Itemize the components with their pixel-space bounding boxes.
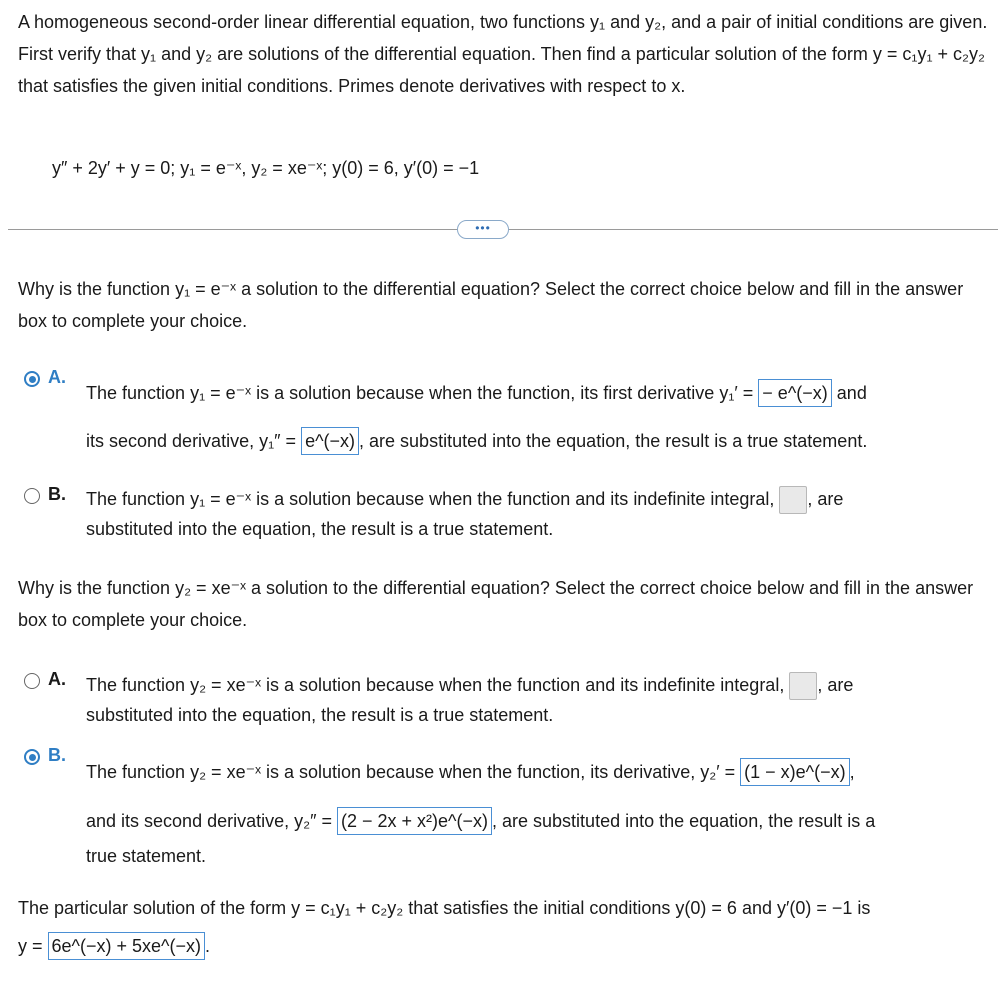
q3-answer-line — [18, 932, 210, 960]
q1-choice-a-text2: and — [836, 383, 867, 403]
q1-choice-b-letter: B. — [48, 484, 66, 504]
q1-choice-a-radio[interactable] — [24, 371, 40, 387]
q2-choice-a-text3: substituted into the equation, the result is a true statement. — [86, 705, 554, 725]
problem-intro: A homogeneous second-order linear differential equation, two functions y₁ and y₂, and a pair of initial conditions are given. First verify that y₁ and y₂ are solutions of the differential equation. Then find a particular solution of the form y = c₁y₁ + c₂y₂ that satisfies the given initial conditions. Primes denote derivatives with respect to x. — [18, 12, 988, 96]
q2-second-derivative-answer[interactable]: (2 − 2x + x²)e^(−x) — [337, 807, 492, 835]
q1-choice-b-text3: substituted into the equation, the result is a true statement. — [86, 519, 554, 539]
q2-choice-b-text5: true statement. — [86, 846, 207, 866]
q1-choice-a-text1: The function y₁ = e⁻ˣ is a solution because when the function, its first derivative y₁′ = — [86, 383, 754, 403]
question-2-prompt: Why is the function y₂ = xe⁻ˣ a solution to the differential equation? Select the correct choice below and fill in the answer box to complete your choice. — [18, 578, 974, 630]
q1-choice-a-line2 — [86, 427, 867, 455]
q2-choice-a-line1 — [86, 672, 853, 700]
more-button[interactable]: ••• — [457, 220, 509, 239]
q2-choice-a-letter: A. — [48, 669, 66, 689]
q2-integral-answer-box[interactable] — [789, 672, 817, 700]
question-1-prompt: Why is the function y₁ = e⁻ˣ a solution to the differential equation? Select the correct choice below and fill in the answer box to complete your choice. — [18, 279, 964, 331]
q1-second-derivative-answer[interactable]: e^(−x) — [301, 427, 359, 455]
q1-choice-b-radio[interactable] — [24, 488, 40, 504]
q1-choice-a-line1 — [86, 379, 867, 407]
q2-choice-b-text1: The function y₂ = xe⁻ˣ is a solution because when the function, its derivative, y₂′ = — [86, 762, 736, 782]
q1-choice-a-text3: its second derivative, y₁″ = — [86, 431, 297, 451]
q2-choice-b-letter: B. — [48, 745, 66, 765]
q2-choice-b-radio[interactable] — [24, 749, 40, 765]
q3-suffix: . — [204, 936, 210, 956]
q2-choice-b-text3: and its second derivative, y₂″ = — [86, 811, 332, 831]
problem-equation: y″ + 2y′ + y = 0; y₁ = e⁻ˣ, y₂ = xe⁻ˣ; y(0) = 6, y′(0) = −1 — [52, 158, 480, 178]
q2-first-derivative-answer[interactable]: (1 − x)e^(−x) — [740, 758, 849, 786]
q3-prefix: y = — [18, 936, 43, 956]
q1-choice-a-text4: , are substituted into the equation, the result is a true statement. — [359, 431, 868, 451]
q1-integral-answer-box[interactable] — [779, 486, 807, 514]
q2-choice-a-radio[interactable] — [24, 673, 40, 689]
q1-first-derivative-answer[interactable]: − e^(−x) — [758, 379, 831, 407]
q1-choice-b-line1 — [86, 486, 843, 514]
question-3-prompt: The particular solution of the form y = c₁y₁ + c₂y₂ that satisfies the initial conditions y(0) = 6 and y′(0) = −1 is — [18, 898, 871, 918]
q2-choice-a-text1: The function y₂ = xe⁻ˣ is a solution because when the function and its indefinite integral, — [86, 674, 785, 695]
q2-choice-a-text2: , are — [817, 674, 854, 695]
q1-choice-b-text2: , are — [807, 488, 844, 509]
q1-choice-b-text1: The function y₁ = e⁻ˣ is a solution because when the function and its indefinite integral, — [86, 488, 775, 509]
q2-choice-b-line2 — [86, 807, 875, 835]
q2-choice-b-line1 — [86, 758, 855, 786]
q1-choice-a-letter: A. — [48, 367, 66, 387]
q2-choice-b-text4: , are substituted into the equation, the result is a — [492, 811, 876, 831]
q2-choice-b-text2: , — [849, 762, 855, 782]
particular-solution-answer[interactable]: 6e^(−x) + 5xe^(−x) — [48, 932, 205, 960]
